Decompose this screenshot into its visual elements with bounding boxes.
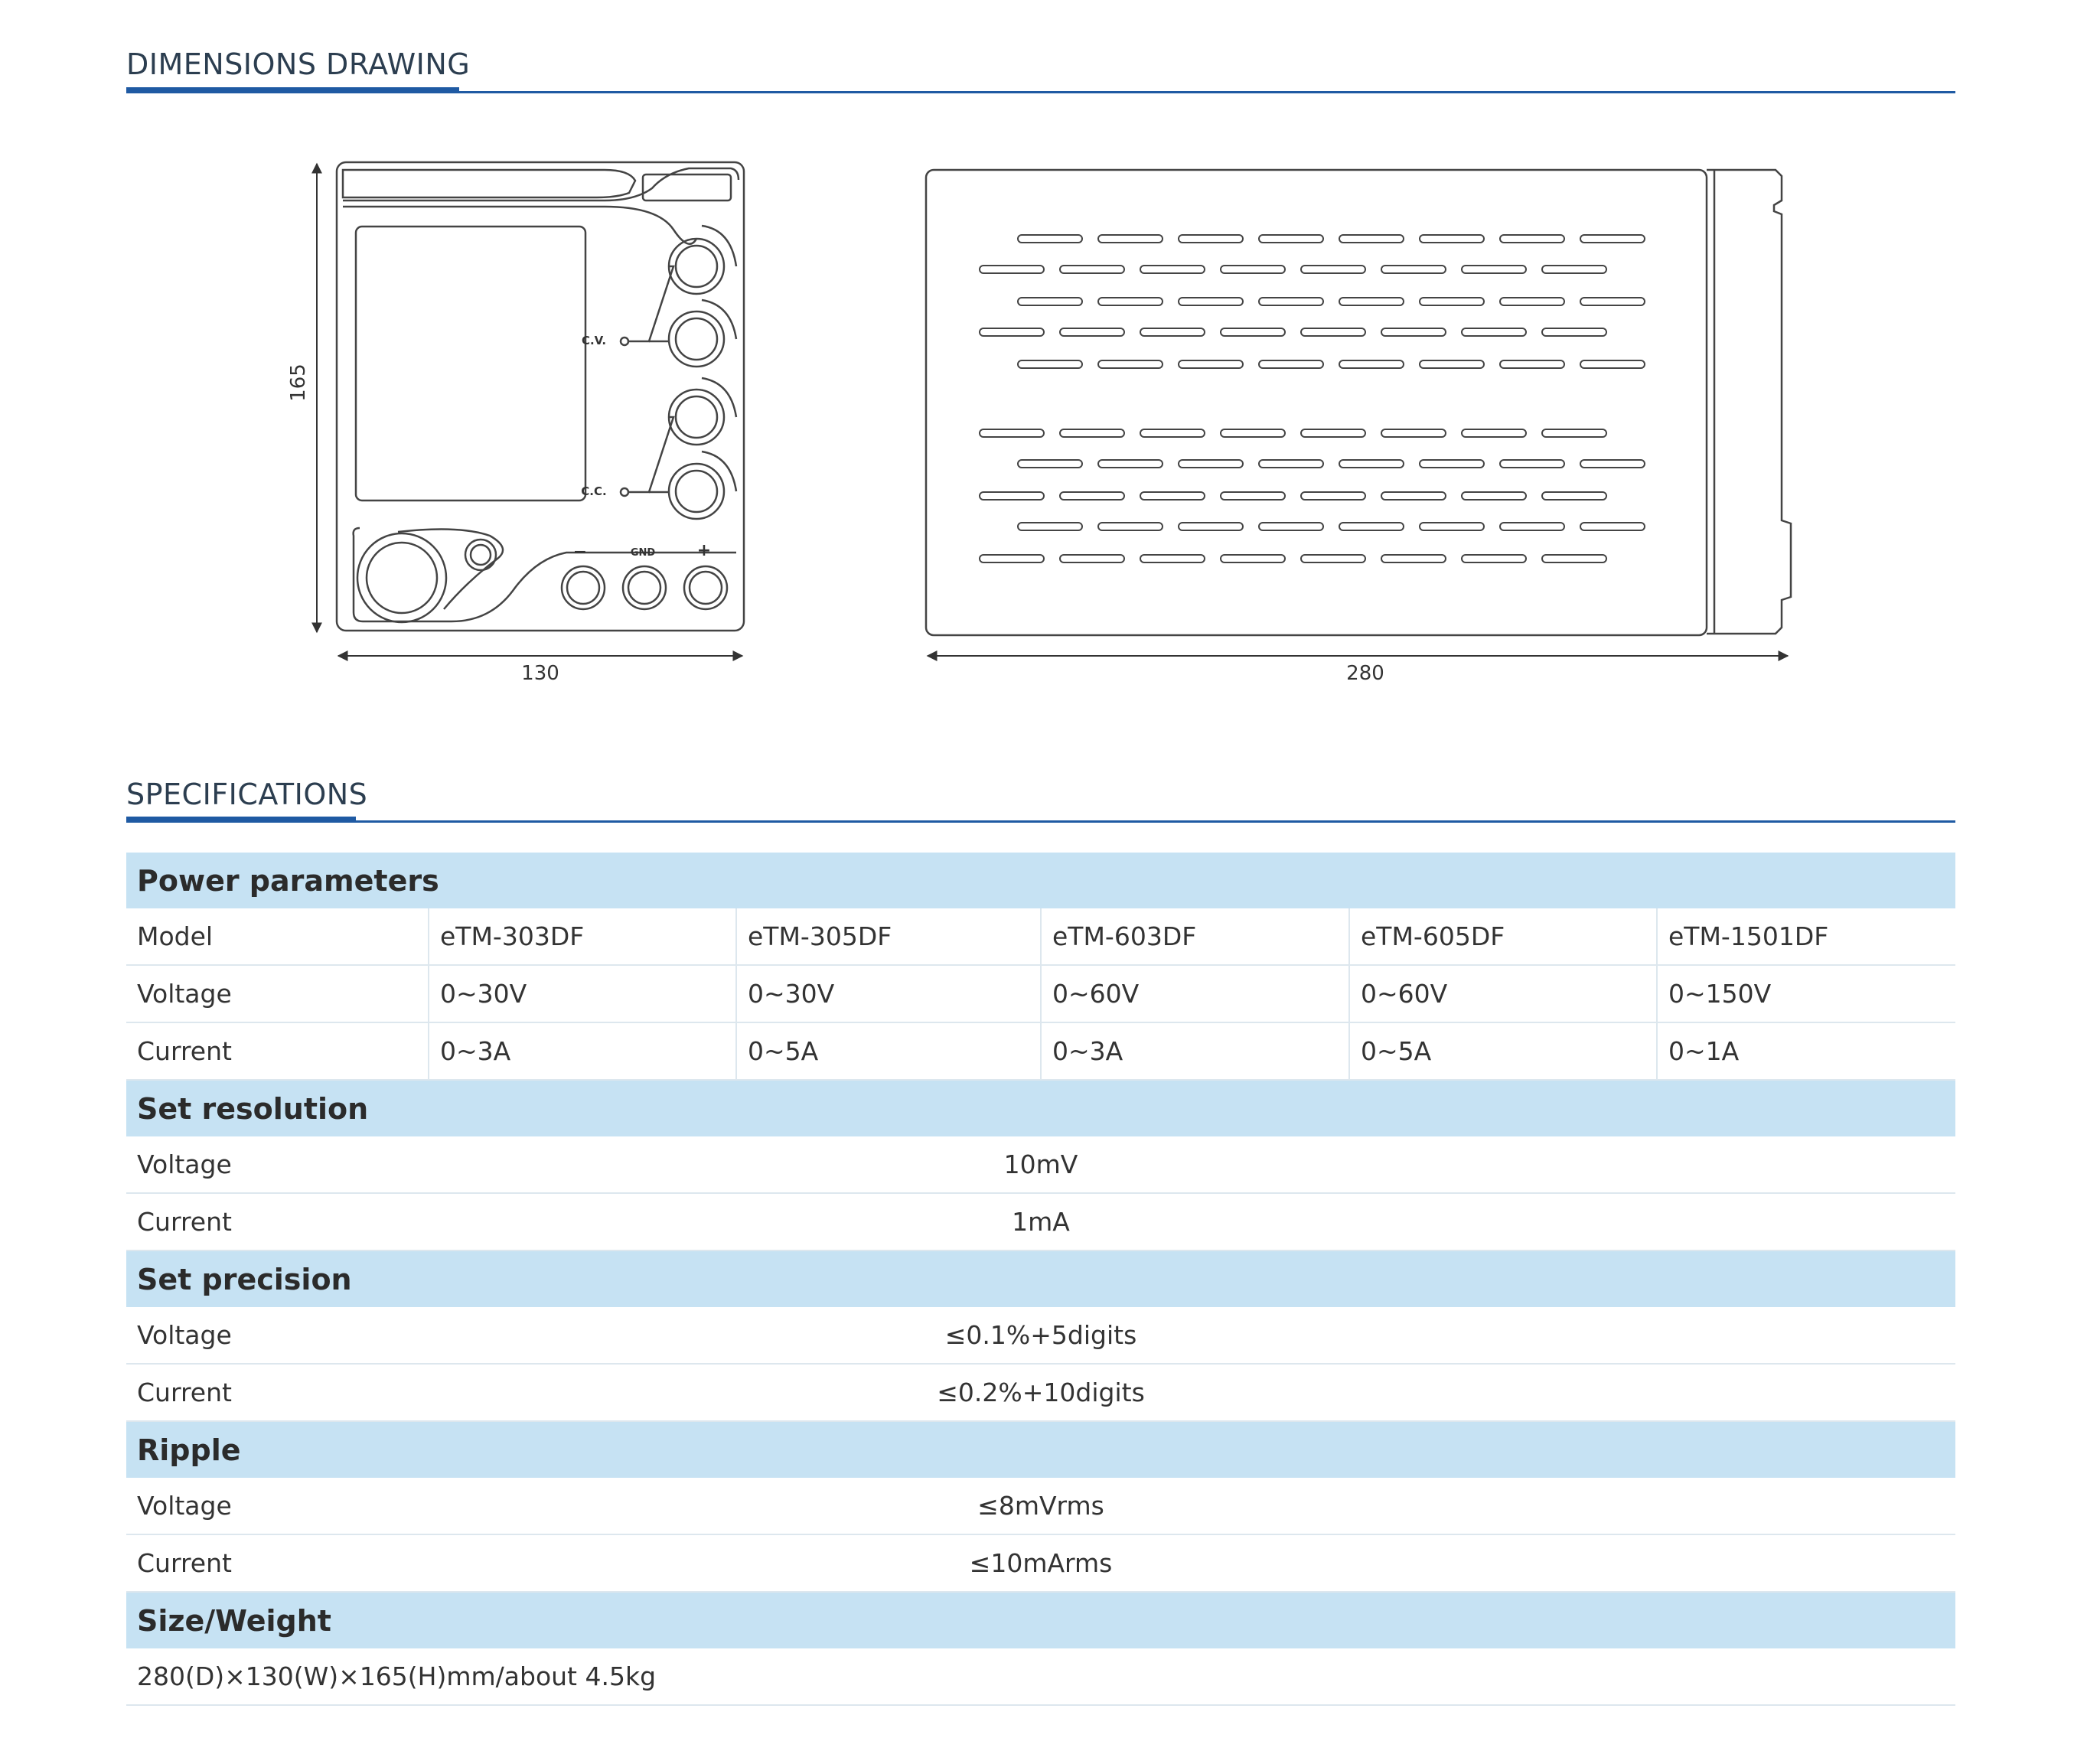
vent-slot [1018, 360, 1082, 368]
vent-slot [980, 429, 1044, 437]
vent-slot [1179, 360, 1243, 368]
vent-slot [1301, 328, 1365, 336]
vent-slot [1221, 266, 1285, 273]
vent-slot [1462, 492, 1526, 500]
table-row [126, 1022, 1955, 1080]
vent-slot [1500, 298, 1564, 305]
table-row [126, 1364, 1955, 1421]
vent-slot [1259, 360, 1323, 368]
voltage-cell: 0~30V [736, 965, 1041, 1022]
voltage-label: Voltage [126, 1478, 429, 1534]
group-row-power [126, 853, 1955, 908]
vent-slot [1580, 298, 1645, 305]
vent-slot [1420, 360, 1484, 368]
vent-slot [1259, 298, 1323, 305]
vent-slot [1301, 429, 1365, 437]
vent-slot [1060, 429, 1124, 437]
vent-slot [1301, 266, 1365, 273]
group-row-resolution [126, 1080, 1955, 1136]
side-view [926, 170, 1791, 635]
current-label: Current [126, 1022, 429, 1080]
minus-label: − [572, 543, 588, 562]
table-row [126, 1307, 1955, 1364]
vent-slot [1221, 429, 1285, 437]
vent-slot [1420, 235, 1484, 243]
dimensions-drawing [0, 0, 2074, 735]
resolution-current-value: 1mA [429, 1193, 1955, 1250]
ripple-voltage-value: ≤8mVrms [429, 1478, 1955, 1534]
table-row [126, 1478, 1955, 1534]
vent-slot [1140, 328, 1205, 336]
vent-slot [1462, 328, 1526, 336]
current-cell: 0~5A [1349, 1022, 1657, 1080]
model-cell: eTM-605DF [1349, 908, 1657, 965]
vent-slot [1259, 235, 1323, 243]
vent-slot [1179, 460, 1243, 468]
vent-slot [980, 266, 1044, 273]
voltage-cell: 0~60V [1349, 965, 1657, 1022]
vent-slot [1140, 266, 1205, 273]
vent-slot [1221, 328, 1285, 336]
vent-slot [1140, 429, 1205, 437]
gnd-label: GND [630, 547, 656, 559]
vent-slot [980, 555, 1044, 562]
precision-current-value: ≤0.2%+10digits [429, 1364, 1955, 1421]
cv-label: C.V. [581, 334, 607, 347]
precision-voltage-value: ≤0.1%+5digits [429, 1307, 1955, 1364]
model-cell: eTM-1501DF [1657, 908, 1955, 965]
table-row [126, 965, 1955, 1022]
size-weight-heading: Size/Weight [126, 1592, 1955, 1648]
voltage-label: Voltage [126, 1136, 429, 1193]
vent-slot [1542, 266, 1606, 273]
vent-slot [1140, 492, 1205, 500]
vent-slot [1381, 555, 1446, 562]
current-cell: 0~3A [1041, 1022, 1349, 1080]
vent-slot [1462, 266, 1526, 273]
vent-slot [1018, 235, 1082, 243]
group-row-ripple [126, 1421, 1955, 1478]
ripple-current-value: ≤10mArms [429, 1534, 1955, 1592]
vent-slot [1339, 523, 1404, 530]
plus-label: + [696, 541, 712, 560]
vent-slot [1098, 298, 1163, 305]
vent-slot [1018, 460, 1082, 468]
vent-slot [1179, 523, 1243, 530]
vent-slot [1580, 460, 1645, 468]
vent-slot [1098, 360, 1163, 368]
vent-slot [1500, 235, 1564, 243]
voltage-cell: 0~60V [1041, 965, 1349, 1022]
vent-slot [1060, 266, 1124, 273]
current-cell: 0~3A [429, 1022, 736, 1080]
vent-slot [1420, 298, 1484, 305]
vent-slot [1098, 235, 1163, 243]
vent-slot [1060, 328, 1124, 336]
group-row-size-weight [126, 1592, 1955, 1648]
vent-slot [1500, 360, 1564, 368]
vent-slot [1179, 235, 1243, 243]
vent-slot [1060, 555, 1124, 562]
model-cell: eTM-303DF [429, 908, 736, 965]
vent-slot [1339, 360, 1404, 368]
model-cell: eTM-305DF [736, 908, 1041, 965]
vent-slot [1500, 460, 1564, 468]
specifications-rule-accent [126, 817, 356, 823]
vent-slot [1580, 235, 1645, 243]
vent-slot [1462, 429, 1526, 437]
vent-slot [1018, 298, 1082, 305]
current-label: Current [126, 1534, 429, 1592]
vent-slot [1580, 523, 1645, 530]
resolution-heading: Set resolution [126, 1080, 1955, 1136]
current-cell: 0~1A [1657, 1022, 1955, 1080]
vent-slot [1179, 298, 1243, 305]
ripple-heading: Ripple [126, 1421, 1955, 1478]
vent-slot [1018, 523, 1082, 530]
vent-slot [1420, 523, 1484, 530]
vent-slot [980, 492, 1044, 500]
vent-slot [1542, 328, 1606, 336]
vent-slot [1098, 460, 1163, 468]
vent-slot [1259, 460, 1323, 468]
vent-slot [1542, 492, 1606, 500]
vent-slot [1301, 555, 1365, 562]
vent-slot [1542, 555, 1606, 562]
table-row [126, 1193, 1955, 1250]
vent-slot [1060, 492, 1124, 500]
vent-slot [1381, 429, 1446, 437]
current-cell: 0~5A [736, 1022, 1041, 1080]
vent-slot [1221, 555, 1285, 562]
voltage-cell: 0~150V [1657, 965, 1955, 1022]
vent-slot [1580, 360, 1645, 368]
voltage-cell: 0~30V [429, 965, 736, 1022]
vent-slot [1339, 298, 1404, 305]
voltage-label: Voltage [126, 1307, 429, 1364]
vent-slot [1542, 429, 1606, 437]
width-label: 130 [521, 662, 559, 685]
voltage-label: Voltage [126, 965, 429, 1022]
cc-label: C.C. [581, 484, 607, 498]
power-heading: Power parameters [126, 853, 1955, 908]
vent-slot [980, 328, 1044, 336]
model-cell: eTM-603DF [1041, 908, 1349, 965]
depth-label: 280 [1346, 662, 1384, 685]
dimensions-title: DIMENSIONS DRAWING [126, 47, 471, 81]
model-label: Model [126, 908, 429, 965]
table-row [126, 1136, 1955, 1193]
resolution-voltage-value: 10mV [429, 1136, 1955, 1193]
table-row [126, 1534, 1955, 1592]
vent-slot [1462, 555, 1526, 562]
current-label: Current [126, 1364, 429, 1421]
vent-slot [1339, 460, 1404, 468]
specifications-table [126, 853, 1955, 1706]
vent-slot [1500, 523, 1564, 530]
vent-slot [1381, 328, 1446, 336]
vent-slot [1221, 492, 1285, 500]
table-row [126, 908, 1955, 965]
precision-heading: Set precision [126, 1250, 1955, 1307]
specifications-rule [126, 820, 1955, 823]
vent-slot [1259, 523, 1323, 530]
height-label: 165 [287, 364, 310, 402]
specifications-title: SPECIFICATIONS [126, 778, 368, 811]
current-label: Current [126, 1193, 429, 1250]
vent-slot [1339, 235, 1404, 243]
table-row [126, 1648, 1955, 1705]
front-view [337, 162, 744, 631]
group-row-precision [126, 1250, 1955, 1307]
vent-slot [1381, 266, 1446, 273]
vent-slot [1098, 523, 1163, 530]
vent-slot [1301, 492, 1365, 500]
vent-slot [1140, 555, 1205, 562]
size-weight-value: 280(D)×130(W)×165(H)mm/about 4.5kg [126, 1648, 1955, 1705]
vent-slot [1420, 460, 1484, 468]
vent-slot [1381, 492, 1446, 500]
